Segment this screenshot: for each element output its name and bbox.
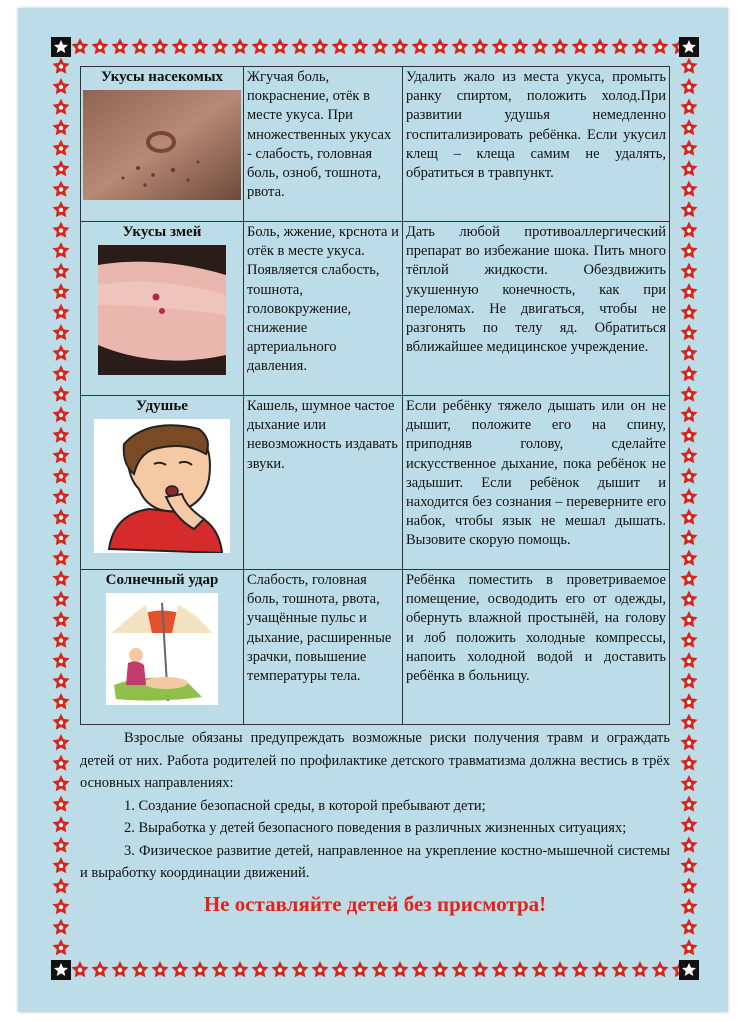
page-content [80,66,670,917]
warning-heading: Не оставляйте детей без присмотра! [203,891,547,916]
condition-cell [81,67,244,222]
table-row [81,222,670,396]
table-row [81,570,670,725]
symptoms-cell: Жгучая боль, покраснение, отёк в месте укуса. При множественных укусах - слабость, головная боль, озноб, тошнота, рвота. [244,67,403,222]
star-border-left [50,36,72,981]
condition-cell [81,396,244,570]
choking-child-illustration [94,419,230,553]
intro-paragraph: Взрослые обязаны предупреждать возможные риски получения травм и ограждать детей от них. Работа родителей по профилактике детского травматизма должна вестись в трёх основных направлениях: [80,730,670,791]
list-item: 2. Выработка у детей безопасного поведения в различных жизненных ситуациях; [124,820,627,836]
first-aid-cell: Удалить жало из места укуса, промыть ранку спиртом, положить холод.При развитии удушья немедленно госпитализировать ребёнка. Если укусил клещ – клеща самим не удалять, обратиться в травпункт. [403,67,670,222]
first-aid-cell: Если ребёнку тяжело дышать или он не дышит, положите его на спину, приподняв голову, сделайте искусственное дыхание, пока ребёнок не задышит. Если ребёнок дышит и находится без сознания – переверните его набок, чтобы язык не мешал дышать. Вызовите скорую помощь. [403,396,670,570]
symptoms-cell: Слабость, головная боль, тошнота, рвота, учащённые пульс и дыхание, расширенные зрачки, повышение температуры тела. [244,570,403,725]
condition-title: Удушье [136,398,188,414]
star-border-right [678,36,700,981]
list-item: 1. Создание безопасной среды, в которой пребывают дети; [124,797,486,814]
insect-bite-photo [83,90,241,200]
first-aid-cell: Ребёнка поместить в проветриваемое помещение, освододить его от одежды, обернуть влажной простынёй, на голову и лоб положить холодные компрессы, напоить холодной водой и доставить ребёнка в больницу. [403,570,670,725]
condition-title: Укусы насекомых [100,69,224,85]
table-row [81,396,670,570]
condition-cell [81,570,244,725]
table-row [81,67,670,222]
condition-title: Солнечный удар [105,572,219,588]
star-border-top [50,36,700,58]
sunstroke-umbrella-illustration [106,593,218,705]
snake-bite-photo [98,245,226,375]
first-aid-cell: Дать любой противоаллергический препарат во избежание шока. Пить много тёплой жидкости. Обездвижить укушенную конечность, как при переломах. Не двигаться, чтобы не разгонять по телу яд. Обратиться вближайшее медицинское учреждение. [403,222,670,396]
symptoms-cell: Боль, жжение, крснота и отёк в месте укуса. Появляется слабость, тошнота, головокружение, снижение артериального давления. [244,222,403,396]
symptoms-cell: Кашель, шумное частое дыхание или невозможность издавать звуки. [244,396,403,570]
first-aid-table [80,66,670,725]
list-item: 3. Физическое развитие детей, направленное на укрепление костно-мышечной системы и выработку координации движений. [80,842,670,881]
star-border-bottom [50,959,700,981]
condition-cell [81,222,244,396]
condition-title: Укусы змей [122,224,202,240]
